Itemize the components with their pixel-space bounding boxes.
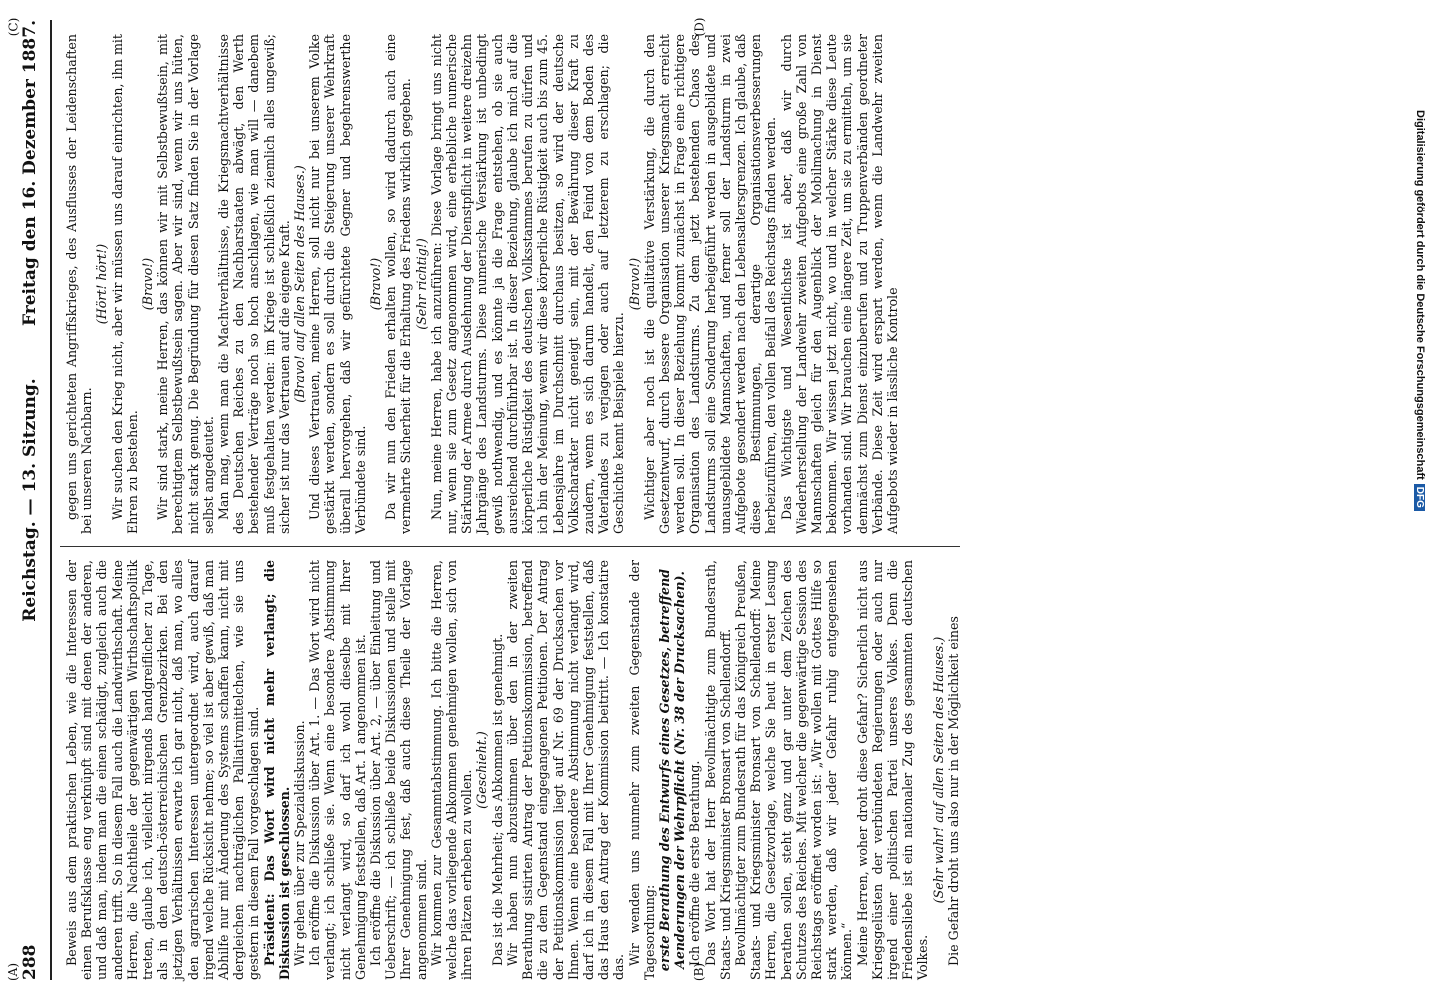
paragraph: Nun, meine Herren, habe ich anzuführen: Diese Vorlage bringt uns nicht nur, wenn sie zum Gesetz angenommen wird, eine erhebliche numerische Stärkung der Armee durch Ausdehnung der Dienstpflicht in weitere dreizehn Jahrgänge des Landsturms. Diese numerische Verstärkung ist unbedingt gewiß nothwendig, und es könnte ja die Frage entstehen, ob sie auch ausreichend durchführbar ist. In dieser Beziehung, glaube ich mich auf die körperliche Rüstigkeit des deutschen Volksstammes berufen zu dürfen und ich bin der Meinung, wenn wir diese körperliche Rüstigkeit auch bis zum 45. Lebensjahre im Durchschnitt durchaus besitzen, so wird der deutsche Volkscharakter nicht geneigt sein, mit der Bewährung dieser Kraft zu zaudern, wenn es sich darum handelt, den Feind von dem Boden des Vaterlandes zu verjagen oder auch auf letzterem zu erschlagen; die Geschichte kennt Beispiele hierzu. — [428, 34, 627, 534]
interjection: (Sehr wahr! auf allen Seiten des Hauses.) — [930, 636, 946, 904]
dfg-badge: DFG — [1414, 484, 1425, 511]
column-rule — [60, 546, 960, 547]
interjection: (Bravo!) — [368, 257, 384, 311]
paragraph: Das ist die Mehrheit; das Abkommen ist genehmigt. — [489, 633, 505, 966]
rotated-text-block — [20, 17, 1415, 980]
paragraph: Wir kommen zur Gesammtabstimmung. Ich bitte die Herren, welche das vorliegende Abkommen genehmigen wollen, sich von ihren Plätzen erheben zu wollen. — [428, 560, 475, 980]
interjection: (Geschieht.) — [474, 731, 490, 809]
funding-note — [1410, 110, 1426, 990]
paragraph: Beweis aus dem praktischen Leben, wie die Interessen der einen Berufsklasse eng verknüpft sind mit denen der anderen, und daß man, indem man die einen schädigt, zugleich auch die anderen trifft. So in diesem Fall auch die Landwirthschaft. Meine Herren, die Nachtheile der gegenwärtigen Wirthschaftspolitik treten, glaube ich, vielleicht nirgends handgreiflicher zu Tage, als in den deutsch-österreichischen Grenzbezirken. Bei den jetzigen Verhältnissen erwarte ich gar nicht, daß man, wo alles den agrarischen Interessen untergeordnet wird, auch darauf irgend welche Rücksicht nehme; so viel ist aber gewiß, daß man Abhilfe nur mit Änderung des Systems schaffen kann, nicht mit dergleichen nachträglichen Palliativmittelchen, wie sie uns gestern in diesem Fall vorgeschlagen sind. — [64, 560, 262, 980]
paragraph: Das Wichtigste und Wesentlichste ist aber, daß wir durch Wiederherstellung der Landwehr zweiten Aufgebots eine große Zahl von Mannschaften gleich für den Augenblick der Mobilmachung in Dienst bekommen. Wir wissen jetzt nicht, wo und in welcher Stärke diese Leute vorhanden sind. Wir brauchen eine längere Zeit, um sie zu ermitteln, um sie demnächst zum Dienst einzuberufen und zu Truppenverbänden geordneter Verbände. Diese Zeit wird erspart werden, wenn die Landwehr zweiten Aufgebots wieder in lässliche Kontrole — [778, 34, 900, 534]
header-rule — [50, 20, 52, 980]
interjection: (Bravo!) — [140, 257, 156, 311]
paragraph: Und dieses Vertrauen, meine Herren, soll nicht nur bei unserem Volke gestärkt werden, sondern es soll durch die Steigerung unserer Wehrkraft überall hervorgehen, daß wir gefürchtete Gegner und begehrenswerthe Verbündete sind. — [307, 34, 368, 534]
interjection: (Hört! hört!) — [94, 243, 110, 325]
paragraph: Bevollmächtigter zum Bundesrath für das Königreich Preußen, Staats- und Kriegsminister Bronsart von Schellendorff: Meine Herren, die Gesetzvorlage, welche Sie heut in erster Lesung berathen sollen, steht ganz und gar unter dem Zeichen des Schutzes des Reiches. Mit welcher die gegenwärtige Session des Reichstags eröffnet worden ist: „Wir wollen mit Gottes Hilfe so stark werden, daß wir jeder Gefahr ruhig entgegensehen können.“ — [732, 560, 855, 980]
interjection: (Bravo!) — [626, 257, 642, 311]
paragraph: Das Wort hat der Herr Bevollmächtigte zum Bundesrath, Staats- und Kriegsminister Bronsart von Schellendorff. — [702, 560, 733, 980]
paragraph: Ich eröffne die Diskussion über Art. 1. — Das Wort wird nicht verlangt; ich schließe sie. Wenn eine besondere Abstimmung nicht verlangt wird, so darf ich wohl dieselbe mit Ihrer Genehmigung feststellen, daß Art. 1 angenommen ist. — [307, 560, 368, 980]
paragraph: Meine Herren, woher droht diese Gefahr? Sicherlich nicht aus Kriegsgelüsten der verbündeten Regierungen oder auch nur irgend einer politischen Partei unseres Volkes. Denn die Friedensliebe ist ein nationaler Zug des gesammten deutschen Volkes. — [854, 560, 931, 980]
paragraph: Wir sind stark, meine Herren, das können wir mit Selbstbewußtsein, mit berechtigtem Selbstbewußtsein sagen. Aber wir sind, wenn wir uns hüten, nicht stark genug. Die Begründung für diesen Satz finden Sie in der Vorlage selbst angedeutet. — [155, 34, 216, 534]
paragraph: gegen uns gerichteten Angriffskrieges, des Ausflusses der Leidenschaften bei unseren Nachbarn. — [64, 34, 95, 534]
paragraph: Ich eröffne die Diskussion über Art. 2, — über Einleitung und Ueberschrift; — ich schließe beide Diskussionen und stelle mit Ihrer Genehmigung fest, daß auch diese Theile der Vorlage angenommen sind. — [368, 560, 429, 980]
paragraph: Präsident: Das Wort wird nicht mehr verlangt; die Diskussion ist geschlossen. — [261, 560, 292, 980]
margin-mark-a: (A) — [6, 962, 21, 982]
margin-mark-d: (D) — [692, 17, 707, 37]
session-date: Freitag den 16. Dezember 1887. — [20, 20, 40, 326]
interjection: (Bravo! auf allen Seiten des Hauses.) — [292, 165, 308, 403]
running-title: Reichstag. — 13. Sitzung. — [20, 378, 40, 622]
page-number: 288 — [20, 944, 40, 980]
paragraph: Ich eröffne die erste Berathung. — [687, 760, 703, 966]
paragraph: Wir suchen den Krieg nicht, aber wir müssen uns darauf einrichten, ihn mit Ehren zu bestehen. — [109, 34, 140, 534]
interjection: (Sehr richtig!) — [413, 238, 429, 330]
paragraph: Da wir nun den Frieden erhalten wollen, so wird dadurch auch eine vermehrte Sicherheit für die Erhaltung des Friedens wirklich gegeben. — [383, 34, 414, 534]
paragraph: Man mag, wenn man die Machtverhältnisse, die Kriegsmachtverhältnisse des Deutschen Reiches zu den Nachbarstaaten abwägt, den Werth bestehender Verträge noch so hoch anschlagen, wie man will — danebem muß festgehalten werden: im Kriege ist schließlich ziemlich alles ungewiß; sicher ist nur das Vertrauen auf die eigene Kraft. — [216, 34, 292, 534]
margin-mark-c: (C) — [6, 17, 21, 37]
paragraph: Wir haben nun abzustimmen über den in der zweiten Berathung sistirten Antrag der Petitionskommission, betreffend die zu dem Gegenstand eingegangenen Petitionen. Der Antrag der Petitionskommission liegt auf Nr. 69 der Drucksachen vor Ihnen. Wenn eine besondere Abstimmung nicht verlangt wird, darf ich in diesem Fall mit Ihrer Genehmigung feststellen, daß das Haus den Antrag der Kommission beitritt. — Ich konstatire das. — [504, 560, 627, 980]
paragraph: Die Gefahr droht uns also nur in der Möglichkeit eines — [945, 616, 961, 966]
left-column — [64, 560, 961, 980]
right-column — [64, 34, 900, 534]
funding-text: Digitalisierung gefördert durch die Deutsche Forschungsgemeinschaft — [1414, 110, 1426, 480]
paragraph: Wichtiger aber noch ist die qualitative Verstärkung, die durch den Gesetzentwurf, durch bessere Organisation unserer Kriegsmacht erreicht werden soll. In dieser Beziehung kommt zunächst in Frage eine richtigere Organisation des Landsturms. Zu dem jetzt bestehenden Chaos des Landsturms soll eine Sonderung herbeigeführt werden in ausgebildete und unausgebildete Mannschaften, und ferner soll der Landsturm in zwei Aufgebote gesondert werden nach den Lebensaltersgrenzen. Ich glaube, daß diese Bestimmungen, derartige Organisationsverbesserungen herbeizuführen, den vollen Beifall des Reichstags finden werden. — [641, 34, 779, 534]
agenda-heading: erste Berathung des Entwurfs eines Gesetzes, betreffend Aenderungen der Wehrpflicht (Nr. 38 der Drucksachen). — [656, 568, 688, 972]
funding-sidebar — [1410, 110, 1426, 990]
paragraph: Wir wenden uns nunmehr zum zweiten Gegenstande der Tagesordnung: — [626, 560, 657, 980]
paragraph: Wir gehen über zur Spezialdiskussion. — [292, 720, 308, 966]
page-header — [20, 20, 46, 980]
margin-mark-b: (B) — [692, 962, 707, 982]
